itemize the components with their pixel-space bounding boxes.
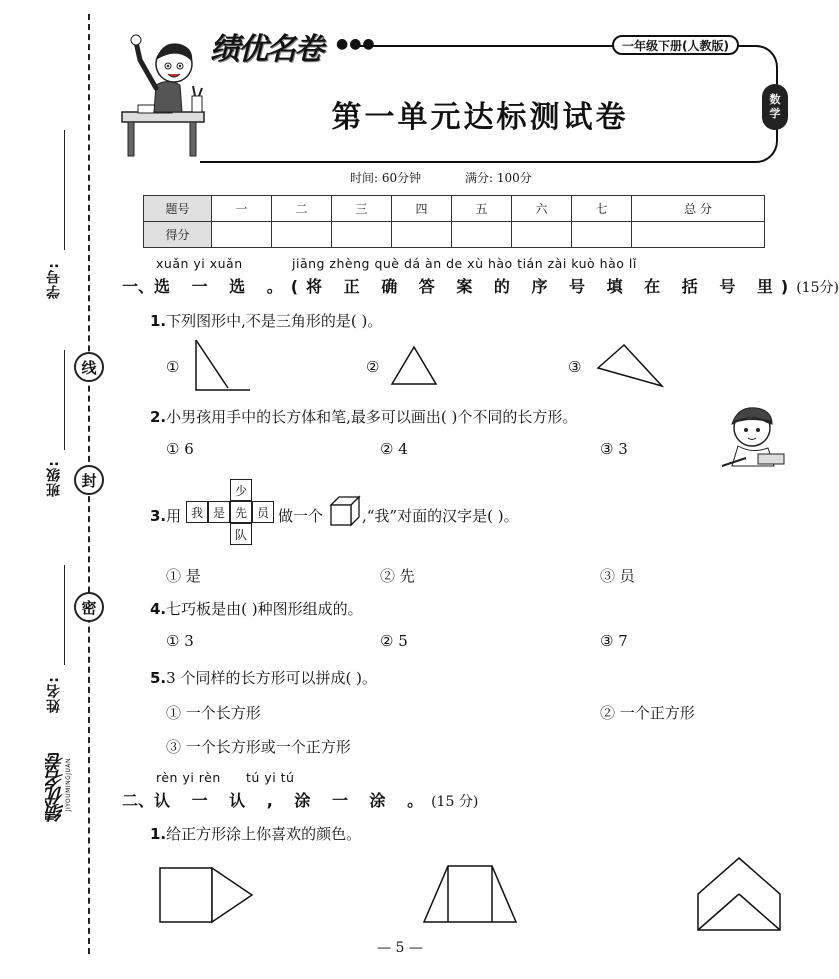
- score-table-col: 六: [512, 196, 572, 222]
- cube-net-cell: 我: [186, 501, 208, 523]
- score-table-col-total: 总 分: [632, 196, 765, 222]
- q2-1-shape-house-sideways[interactable]: [156, 864, 256, 926]
- side-brand-logo: [38, 748, 78, 860]
- q1-5-option-3[interactable]: ③ 一个长方形或一个正方形: [166, 738, 351, 756]
- section2-number: 二、: [122, 791, 155, 810]
- q1-3-option-3[interactable]: ③ 员: [600, 567, 635, 585]
- section1-score: (15分): [796, 280, 839, 296]
- section2-title: [122, 788, 478, 811]
- q1-3-text-b: 做一个: [278, 507, 324, 525]
- section2-score: (15 分): [431, 794, 479, 810]
- score-table-row-question: [144, 196, 765, 222]
- q1-3-number: 3.: [150, 507, 167, 525]
- cube-net-cell: 员: [252, 501, 274, 523]
- q2-1-shape-trapezoid-with-square[interactable]: [420, 862, 520, 926]
- section1-pinyin-b: jiāng zhèng què dá àn de xù hào tián zài kuò hào lǐ: [292, 256, 637, 271]
- q1-4-option-2[interactable]: ② 5: [380, 632, 408, 650]
- q1-4-number: 4.: [150, 600, 167, 618]
- student-at-desk-illustration: [118, 30, 213, 160]
- q2-1: [150, 823, 361, 844]
- score-cell[interactable]: [332, 222, 392, 248]
- subject-tab: [762, 84, 788, 130]
- section2-pinyin-b: tú yi tú: [246, 770, 295, 785]
- cube-net-top: 少: [230, 479, 252, 501]
- score-cell[interactable]: [452, 222, 512, 248]
- q1-2-option-1[interactable]: ① 6: [166, 440, 194, 458]
- q1-5-option-2[interactable]: ② 一个正方形: [600, 704, 695, 722]
- q1-1-text: 下列图形中,不是三角形的是( )。: [166, 312, 383, 330]
- score-table-row-score: [144, 222, 765, 248]
- brand-logo: 绩优名卷: [210, 32, 322, 67]
- q1-5-option-1[interactable]: ① 一个长方形: [166, 704, 261, 722]
- side-brand-latin: JIYOUMINGJUAN: [65, 758, 72, 812]
- q1-4-text: 七巧板是由( )种图形组成的。: [166, 600, 363, 618]
- q1-1-shape-obtuse-triangle: [594, 342, 668, 390]
- subject-tab-char-2: 学: [769, 107, 781, 120]
- q1-2: [150, 406, 577, 427]
- section2-heading: 认 一 认 , 涂 一 涂 。: [154, 791, 432, 810]
- boy-with-pencil-illustration: [718, 402, 790, 472]
- score-table-header-score: 得分: [144, 222, 212, 248]
- cube-icon: [328, 494, 362, 528]
- score-table-col: 七: [572, 196, 632, 222]
- exam-time: 时间: 60分钟: [350, 171, 422, 185]
- grade-tag: 一年级下册(人教版): [612, 35, 739, 55]
- q1-2-text: 小男孩用手中的长方体和笔,最多可以画出( )个不同的长方形。: [166, 408, 578, 426]
- seal-line-char: 线: [74, 352, 104, 382]
- q1-3-prefix: [150, 505, 181, 526]
- q1-5-text: 3 个同样的长方形可以拼成( )。: [166, 669, 377, 687]
- score-table-col: 四: [392, 196, 452, 222]
- side-brand-text: 绩优名卷: [45, 754, 67, 822]
- cube-net-cell: 是: [208, 501, 230, 523]
- q1-1-number: 1.: [150, 312, 167, 330]
- q1-1-shape-triangle: [388, 344, 440, 388]
- q1-5-number: 5.: [150, 669, 167, 687]
- q1-1-shape-right-triangle-open: [188, 338, 258, 394]
- section1-pinyin-a: xuǎn yi xuǎn: [156, 256, 243, 271]
- q1-1-option-1[interactable]: ①: [166, 358, 180, 376]
- q1-3-option-2[interactable]: ② 先: [380, 567, 415, 585]
- seal-secret-char: 密: [74, 592, 104, 622]
- q1-1-option-3[interactable]: ③: [568, 358, 582, 376]
- q1-4: [150, 598, 363, 619]
- q1-2-number: 2.: [150, 408, 167, 426]
- exam-full-score: 满分: 100分: [464, 171, 532, 185]
- section1-heading: 选 一 选 。: [154, 277, 291, 296]
- section1-title: [122, 274, 839, 297]
- page-title: 第一单元达标测试卷: [331, 100, 629, 135]
- q2-1-text: 给正方形涂上你喜欢的颜色。: [166, 825, 362, 843]
- seal-seal-char: 封: [74, 465, 104, 495]
- score-cell[interactable]: [272, 222, 332, 248]
- exam-meta: [350, 169, 572, 186]
- q2-1-shape-pentagon-house[interactable]: [694, 854, 784, 934]
- page-number: — 5 —: [377, 940, 423, 956]
- q1-1-option-2[interactable]: ②: [366, 358, 380, 376]
- score-cell[interactable]: [572, 222, 632, 248]
- score-cell[interactable]: [392, 222, 452, 248]
- name-label: 姓名:: [46, 676, 62, 713]
- cube-net-cell: 先: [230, 501, 252, 523]
- score-cell[interactable]: [512, 222, 572, 248]
- section1-instruction: (将 正 确 答 案 的 序 号 填 在 括 号 里): [290, 277, 797, 296]
- q1-2-option-2[interactable]: ② 4: [380, 440, 408, 458]
- class-label: 班级:: [46, 460, 62, 497]
- score-table-col: 一: [212, 196, 272, 222]
- score-table-col: 二: [272, 196, 332, 222]
- score-table: [143, 195, 765, 248]
- score-cell[interactable]: [632, 222, 765, 248]
- score-cell[interactable]: [212, 222, 272, 248]
- class-line: [64, 350, 65, 450]
- q1-3-option-1[interactable]: ① 是: [166, 567, 201, 585]
- q1-1: [150, 310, 382, 331]
- q1-4-option-1[interactable]: ① 3: [166, 632, 194, 650]
- score-table-col: 五: [452, 196, 512, 222]
- section1-number: 一、: [122, 277, 155, 296]
- q1-4-option-3[interactable]: ③ 7: [600, 632, 628, 650]
- student-no-line: [64, 130, 65, 250]
- header-bottom-rule: [200, 161, 370, 163]
- q1-3-text-a: 用: [166, 507, 182, 525]
- student-no-label: 学号:: [46, 262, 62, 299]
- score-table-header-question: 题号: [144, 196, 212, 222]
- q1-2-option-3[interactable]: ③ 3: [600, 440, 628, 458]
- brand-dots: ●●●: [336, 36, 376, 52]
- score-table-col: 三: [332, 196, 392, 222]
- q1-3-text-c: ,“我”对面的汉字是( )。: [362, 507, 519, 525]
- subject-tab-char-1: 数: [769, 93, 781, 106]
- q2-1-number: 1.: [150, 825, 167, 843]
- section2-pinyin-a: rèn yi rèn: [156, 770, 221, 785]
- name-line: [64, 565, 65, 665]
- q1-5: [150, 667, 377, 688]
- cube-net-bottom: 队: [230, 523, 252, 545]
